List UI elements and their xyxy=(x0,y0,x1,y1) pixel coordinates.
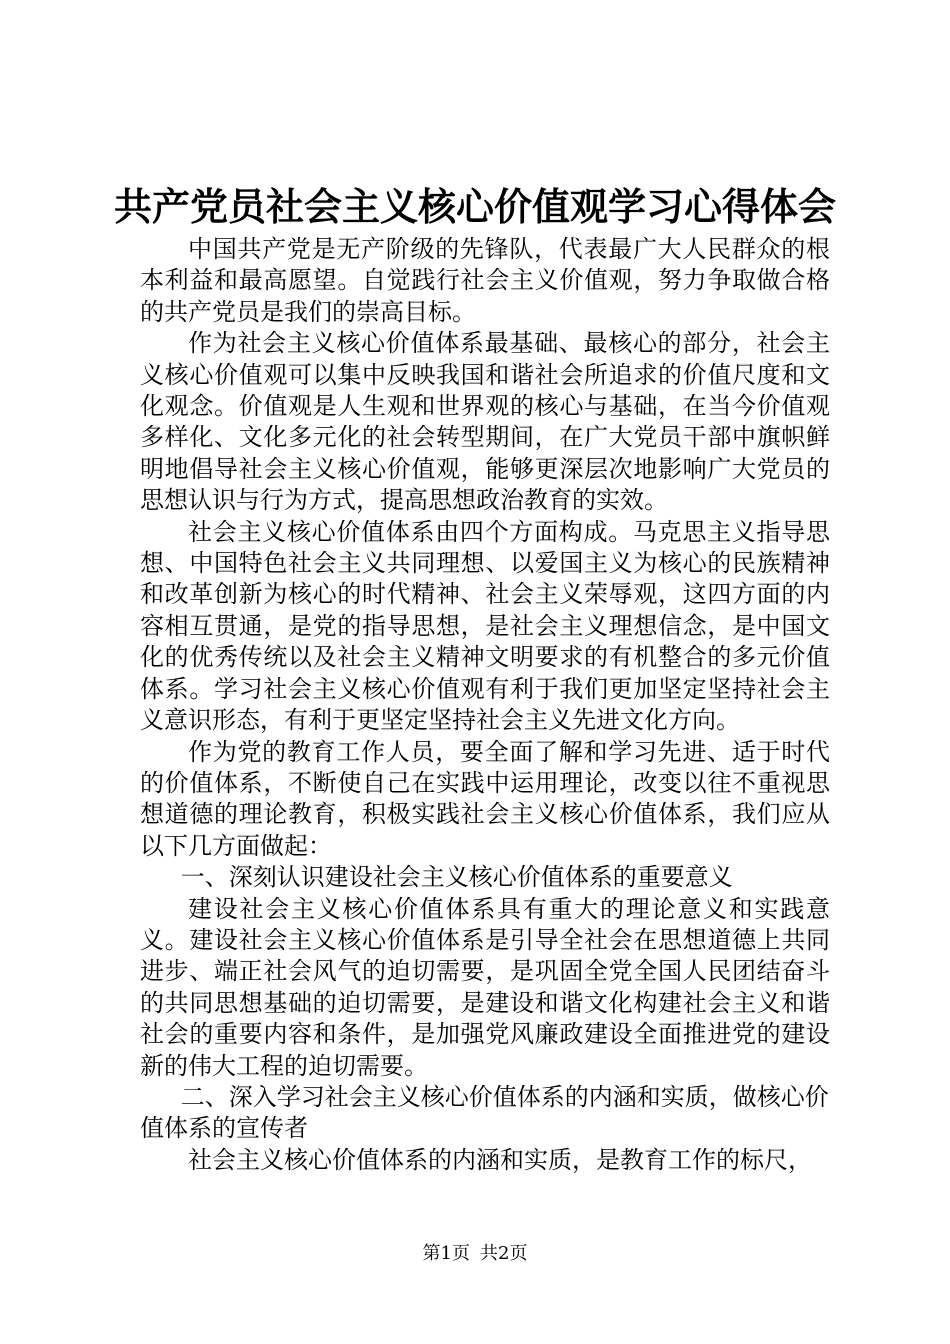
document-body xyxy=(140,234,830,1176)
paragraph-core-values: 作为社会主义核心价值体系最基础、最核心的部分，社会主义核心价值观可以集中反映我国和谐社会所追求的价值尺度和文化观念。价值观是人生观和世界观的核心与基础，在当今价值观多样化、文化多元化的社会转型期间，在广大党员干部中旗帜鲜明地倡导社会主义核心价值观，能够更深层次地影响广大党员的思想认识与行为方式，提高思想政治教育的实效。 xyxy=(140,329,830,515)
paragraph-four-aspects: 社会主义核心价值体系由四个方面构成。马克思主义指导思想、中国特色社会主义共同理想、以爱国主义为核心的民族精神和改革创新为核心的时代精神、社会主义荣辱观，这四方面的内容相互贯通，是党的指导思想，是社会主义理想信念，是中国文化的优秀传统以及社会主义精神文明要求的有机整合的多元价值体系。学习社会主义核心价值观有利于我们更加坚定坚持社会主义意识形态，有利于更坚定坚持社会主义先进文化方向。 xyxy=(140,517,830,735)
section-heading-2: 二、深入学习社会主义核心价值体系的内涵和实质，做核心价值体系的宣传者 xyxy=(140,1082,829,1143)
paragraph-connotation: 社会主义核心价值体系的内涵和实质，是教育工作的标尺， xyxy=(188,1145,812,1174)
paragraph-significance: 建设社会主义核心价值体系具有重大的理论意义和实践意义。建设社会主义核心价值体系是引导全社会在思想道德上共同进步、端正社会风气的迫切需要，是巩固全党全国人民团结奋斗的共同思想基础的迫切需要，是建设和谐文化构建社会主义和谐社会的重要内容和条件，是加强党风廉政建设全面推进党的建设新的伟大工程的迫切需要。 xyxy=(140,894,830,1080)
document-title: 共产党员社会主义核心价值观学习心得体会 xyxy=(113,185,836,229)
section-heading-1: 一、深刻认识建设社会主义核心价值体系的重要意义 xyxy=(180,863,733,892)
page-number: 第1页 xyxy=(422,1243,470,1264)
page-total: 共2页 xyxy=(480,1243,528,1264)
page-footer xyxy=(0,1242,950,1266)
paragraph-educator-role: 作为党的教育工作人员，要全面了解和学习先进、适于时代的价值体系，不断使自己在实践中运用理论，改变以往不重视思想道德的理论教育，积极实践社会主义核心价值体系，我们应从以下几方面做起： xyxy=(140,737,830,860)
paragraph-intro: 中国共产党是无产阶级的先锋队，代表最广大人民群众的根本利益和最高愿望。自觉践行社会主义价值观，努力争取做合格的共产党员是我们的崇高目标。 xyxy=(140,235,830,326)
